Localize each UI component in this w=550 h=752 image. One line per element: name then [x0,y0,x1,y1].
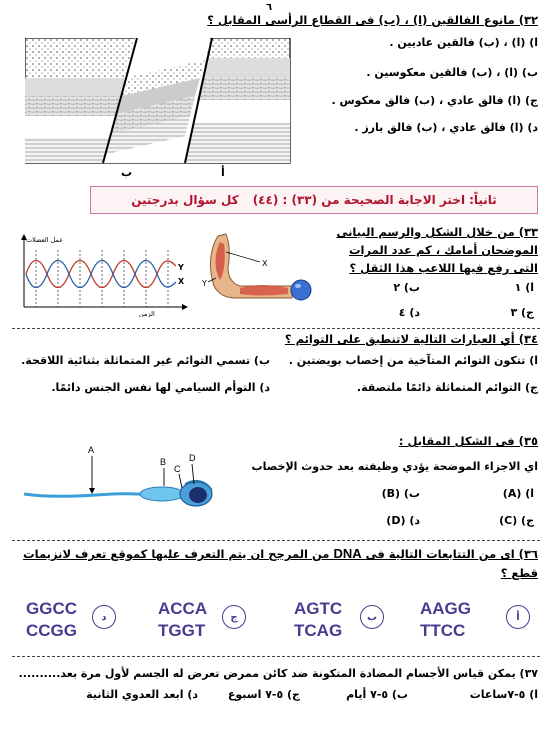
sperm-label-b: B [160,457,167,467]
q36-option-c-letter[interactable]: ج [222,605,246,629]
graph-ylabel: عمل العضلات [26,236,64,244]
q36-option-b-sequence[interactable] [294,598,342,642]
q32-option-d[interactable]: د) (ا) فالق عادي ، (ب) فالق بارز . [354,121,538,134]
sperm-cell-figure [22,442,222,522]
sperm-label-c: C [174,464,181,474]
sperm-label-d: D [189,453,196,463]
q36-option-a-bottom: TTCC [420,621,466,640]
q33-line3: التى رفع فيها اللاعب هذا الثقل ؟ [349,261,538,275]
q36-title-line2: قطع ؟ [500,566,538,580]
arm-label-x: X [262,259,268,268]
q37-title: ٣٧) يمكن قياس الأجسام المضادة المتكونة ضد كائن ممرض تعرض له الجسم لأول مرة بعد.......... [18,667,538,680]
graph-series-x-label: X [178,277,185,286]
q36-option-c-bottom: TGGT [158,621,206,640]
q33-option-c[interactable]: ج) ٣ [510,306,534,319]
section-label: ثانياً: [469,193,497,207]
q36-option-c-sequence[interactable] [158,598,207,642]
q36-title-dna: DNA [333,546,362,561]
q33-line2: الموضحان أمامك ، كم عدد المرات [348,243,538,257]
q34-option-a[interactable]: ا) تتكون التوائم المتآخية من إخصاب بويضتين . [288,354,538,367]
q36-option-d-top: GGCC [26,599,77,618]
section-instruction: اختر الاجابة الصحيحة من (٣٣) : (٤٤) [252,193,466,207]
q37-option-b[interactable]: ب) ٥-٧ أيام [346,688,408,701]
q36-title [10,546,538,561]
sperm-label-a: A [88,445,95,455]
muscle-work-graph [14,232,194,317]
q36-title-post: من المرجح ان يتم التعرف عليها كموقع تعرف لانزيمات [23,547,330,561]
q36-option-b-bottom: TCAG [294,621,343,640]
graph-series-y [26,261,176,288]
q34-option-d[interactable]: د) التوأم السيامي لها نفس الجنس دائمًا. [51,381,270,394]
q36-title-pre: ٣٦) اى من التتابعات التالية فى [365,547,538,561]
q37-option-c[interactable]: ج) ٥-٧ اسبوع [227,688,300,701]
q35-option-d[interactable]: د) (D) [386,514,420,527]
q36-option-d-bottom: CCGG [26,621,77,640]
section-note: كل سؤال بدرجتين [131,193,239,207]
q35-option-b[interactable]: ب) (B) [381,487,420,500]
fault-label-b: ب [121,166,133,178]
q34-option-b[interactable]: ب) تسمي التوائم غير المتماثلة بثنائية اللاقحة. [21,354,270,367]
graph-xlabel: الزمن [139,310,155,317]
q36-option-a-letter[interactable]: أ [506,605,530,629]
q35-question: اي الاجزاء الموضحة يؤدي وظيفته بعد حدوث الإخصاب [251,460,538,473]
page-number: ٦ [266,2,273,13]
q36-option-b-top: AGTC [294,599,343,618]
q32-title: ٣٢) مانوع الفالقين (ا) ، (ب) فى القطاع الرأسى المقابل ؟ [207,13,538,27]
q35-option-a[interactable]: ا) (A) [502,487,534,500]
fault-cross-section-figure [25,38,295,178]
q34-title: ٣٤) أي العبارات التالية لاتنطبق على التوائم ؟ [284,332,538,346]
q34-option-c[interactable]: ج) التوائم المتماثلة دائمًا ملتصقة. [356,381,538,394]
q32-option-c[interactable]: ج) (ا) فالق عادي ، (ب) فالق معكوس . [331,94,538,107]
arm-label-y: Y [202,279,207,288]
section-banner [90,186,538,214]
arm-weight-figure [200,228,320,313]
graph-series-y-label: Y [178,263,184,272]
q33-option-a[interactable]: ا) ١ [514,281,534,294]
q36-option-d-letter[interactable]: د [92,605,116,629]
q35-option-c[interactable]: ج) (C) [499,514,534,527]
graph-series-x [26,261,176,288]
q36-option-b-letter[interactable]: ب [360,605,384,629]
q33-option-b[interactable]: ب) ٢ [393,281,420,294]
q36-option-d-sequence[interactable] [26,598,77,642]
fault-label-a: أ [221,166,225,178]
q35-title: ٣٥) فى الشكل المقابل : [398,434,538,448]
q33-line1: ٣٣) من خلال الشكل والرسم البيانى [336,225,538,239]
q32-option-b[interactable]: ب) (ا) ، (ب) فالقين معكوسين . [366,66,538,79]
q33-option-d[interactable]: د) ٤ [398,306,420,319]
q37-option-a[interactable]: ا) ٥-٧ساعات [469,688,538,701]
q32-option-a[interactable]: ا) (ا) ، (ب) فالقين عاديين . [389,36,538,49]
q36-option-a-sequence[interactable] [420,598,471,642]
q36-option-c-top: ACCA [158,599,208,618]
q36-option-a-top: AAGG [420,599,471,618]
q37-option-d[interactable]: د) ابعد العدوي الثانية [86,688,198,701]
